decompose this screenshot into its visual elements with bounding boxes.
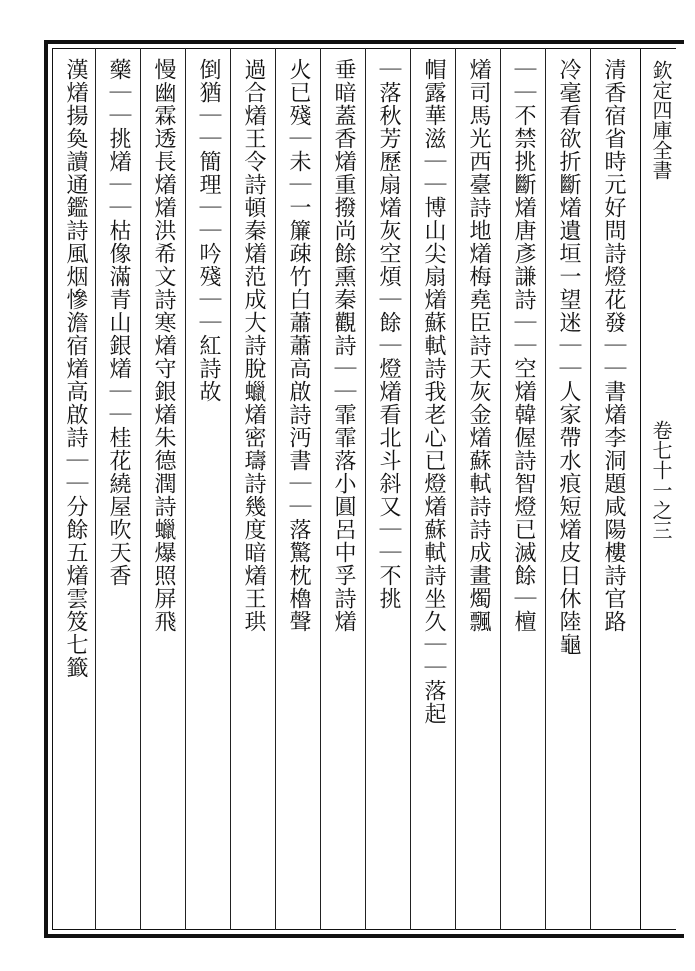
column-rule [500, 48, 501, 930]
text-column: 帽露華滋｜｜博山尖扇𤏲蘇軾詩我老心已燈𤏲蘇軾詩坐久｜｜落起 [421, 58, 446, 725]
column-rule [140, 48, 141, 930]
text-column: 清香宿省時元好問詩燈花發｜｜書𤏲李洞題咸陽樓詩官路 [601, 58, 626, 633]
column-rule [410, 48, 411, 930]
text-column: 慢幽霖透長𤏲𤏲洪希文詩寒𤏲守銀𤏲朱德潤詩蠟爆照屏飛 [151, 58, 176, 633]
column-rule [365, 48, 366, 930]
column-rule [185, 48, 186, 930]
column-rule [455, 48, 456, 930]
text-column: ｜落秋芳歷扇𤏲灰空煩｜餘｜燈𤏲看北斗斜又｜｜不挑 [376, 58, 401, 610]
margin-header: 欽定四庫全書 [649, 60, 673, 180]
text-column: 冷毫看欲折斷𤏲遺垣一望迷｜｜人家帶水痕短𤏲皮日休陸龜 [556, 58, 581, 656]
text-column: 倒猶｜｜簡理｜｜吟殘｜｜紅詩故 [196, 58, 221, 403]
text-column: 漢𤏲揚奐讀通鑑詩風烟慘澹宿𤏲高啟詩｜｜分餘五𤏲雲笈七籤 [63, 58, 88, 679]
column-rule [590, 48, 591, 930]
text-column: 火已殘｜未｜一簾疎竹白蕭蕭高啟詩沔書｜｜落驚枕櫓聲 [286, 58, 311, 633]
margin-rule [640, 48, 641, 930]
column-rule [95, 48, 96, 930]
column-rule [230, 48, 231, 930]
text-column: 過合𤏲王令詩頓秦𤏲范成大詩脫蠟𤏲密璹詩幾度暗𤏲王珙 [241, 58, 266, 633]
column-rule [275, 48, 276, 930]
column-rule [320, 48, 321, 930]
text-column: ｜｜不禁挑斷𤏲唐彥謙詩｜｜空𤏲韓偓詩智燈已滅餘｜檀 [511, 58, 536, 633]
text-column: 垂暗蓋香𤏲重撥尚餘熏秦觀詩｜｜霏霏落小圓呂中孚詩𤏲 [331, 58, 356, 633]
margin-volume: 卷七十一之三 [649, 420, 673, 540]
text-column: 藥｜｜挑𤏲｜｜枯像滿青山銀𤏲｜｜桂花繞屋吹天香 [106, 58, 131, 587]
text-column: 𤏲司馬光西臺詩地𤏲梅堯臣詩天灰金𤏲蘇軾詩詩成畫燭飄 [466, 58, 491, 633]
column-rule [545, 48, 546, 930]
